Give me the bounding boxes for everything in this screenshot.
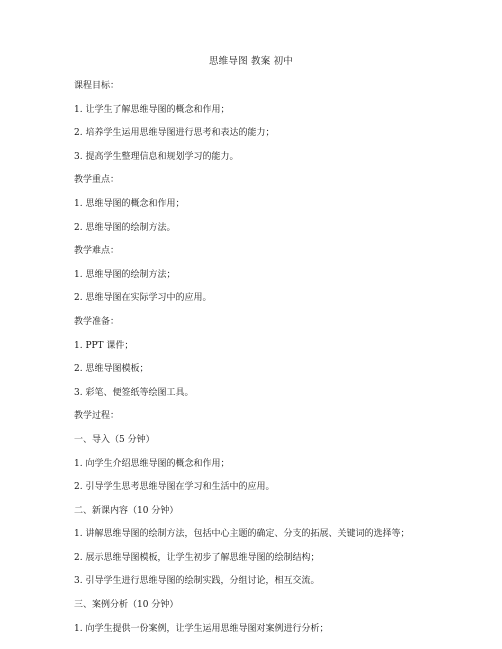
- body-line: 2. 思维导图模板；: [74, 364, 149, 375]
- body-line: 2. 展示思维导图模板，让学生初步了解思维导图的绘制结构；: [74, 552, 320, 563]
- body-line: 课程目标：: [74, 81, 120, 91]
- body-line: 教学准备：: [74, 316, 120, 327]
- document-body: [74, 80, 454, 646]
- body-line: 1. 讲解思维导图的绘制方法，包括中心主题的确定、分支的拓展、关键词的选择等；: [74, 529, 410, 540]
- body-line: 3. 引导学生进行思维导图的绘制实践，分组讨论，相互交流。: [74, 576, 320, 587]
- body-line: 三、案例分析（10 分钟）: [74, 600, 179, 611]
- body-line: 2. 思维导图的绘制方法。: [74, 222, 176, 233]
- body-line: 教学过程：: [74, 411, 120, 422]
- body-line: 3. 彩笔、便签纸等绘图工具。: [74, 387, 194, 398]
- body-line: 2. 思维导图在实际学习中的应用。: [74, 293, 212, 304]
- body-line: 1. 思维导图的概念和作用；: [74, 198, 185, 209]
- document-title: 思维导图 教案 初中: [208, 56, 294, 67]
- body-line: 1. 向学生提供一份案例，让学生运用思维导图对案例进行分析；: [74, 623, 329, 634]
- body-line: 1. PPT 课件；: [74, 340, 134, 351]
- body-line: 1. 让学生了解思维导图的概念和作用；: [74, 104, 230, 115]
- body-line: 2. 培养学生运用思维导图进行思考和表达的能力；: [74, 128, 275, 139]
- body-line: 2. 引导学生思考思维导图在学习和生活中的应用。: [74, 482, 275, 493]
- body-line: 1. 向学生介绍思维导图的概念和作用；: [74, 458, 230, 469]
- body-line: 3. 提高学生整理信息和规划学习的能力。: [74, 151, 239, 162]
- body-line: 1. 思维导图的绘制方法；: [74, 269, 176, 280]
- body-line: 教学难点：: [74, 246, 120, 257]
- body-line: 一、导入（5 分钟）: [74, 434, 155, 445]
- body-line: 教学重点：: [74, 175, 120, 186]
- body-line: 二、新课内容（10 分钟）: [74, 505, 179, 516]
